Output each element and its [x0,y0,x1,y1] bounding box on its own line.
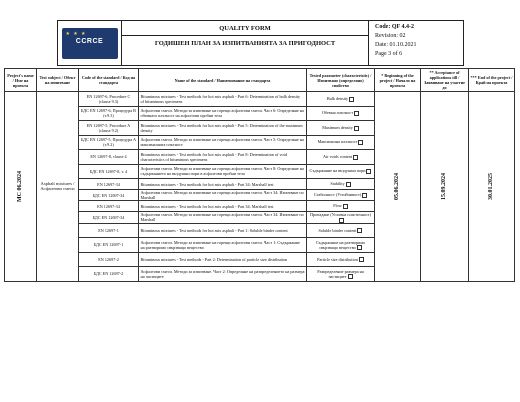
col-header-project: Project's name / Име на проекта [5,69,37,92]
table-header-row [5,69,515,92]
checkbox-icon [354,111,359,116]
standard-name: Асфалтови смеси. Методи за изпитване на горещи асфалтови смеси. Част 34: Изпитване по Marshall [139,190,307,201]
parameter-label: Максимална плътност [317,139,358,145]
checkbox-icon [348,274,353,279]
title-cell [122,21,369,65]
tested-parameter [307,164,375,179]
standard-name: Bituminous mixtures - Test methods for hot mix asphalt - Part 6: Determination of bulk density of bituminous specimens [139,92,307,107]
doc-page: Page 3 of 6 [375,51,403,57]
document-title: ГОДИШЕН ПЛАН ЗА ИЗПИТВАНИЯТА ЗА ПРИГОДНОСТ [154,40,336,47]
standard-name: Bituminous mixtures - Test methods for hot mix asphalt - Part 34: Marshall test [139,179,307,190]
end-date: 30.01.2025 [488,172,494,200]
standard-code: EN 12697-5, Procedure A (clause 9.2) [79,121,139,136]
logo-text: CCRCE [75,37,104,45]
parameter-label: Стабилност (Устойчивост) [313,192,362,198]
checkbox-icon [358,140,363,145]
project-name: MC 06.2024 [17,170,23,202]
beginning-date: 05.06.2024 [394,172,400,200]
standard-name: Асфалтови смеси. Методи за изпитване на горещи асфалтови смеси. Част 6: Определяне на обемната плътност на асфалтови пробни тела [139,106,307,121]
standard-code: EN 12697-34 [79,201,139,212]
standard-name: Асфалтови смеси. Методи за изпитване на горещи асфалтови смеси. Част 8: Определяне на съдържанието на въздушни пори в асфалтови пробни тела [139,164,307,179]
standard-name: Асфалтови смеси. Методи за изпитване на горещи асфалтови смеси. Част 1: Съдържание на разтворимо свързващо вещество [139,238,307,253]
document-meta [369,21,463,65]
checkbox-icon [353,155,358,160]
parameter-label: Разпределение размера на частиците [317,268,364,279]
tested-parameter [307,121,375,136]
logo-cell [58,21,122,65]
standard-code: БДС EN 12697-34 [79,190,139,201]
standard-name: Асфалтови смеси. Методи за изпитване на горещи асфалтови смеси. Част 5: Определяне на максималната плътност [139,135,307,150]
doc-date: Date: 01.10.2021 [375,42,417,48]
beginning-cell [375,92,421,282]
parameter-label: Stability [330,181,345,187]
tested-parameter [307,238,375,253]
checkbox-icon [343,204,348,209]
tested-parameter [307,106,375,121]
table-row [5,92,515,107]
standard-code: БДС EN 12697-6, Процедура В (т.9.3) [79,106,139,121]
tested-parameter [307,135,375,150]
checkbox-icon [357,228,362,233]
tested-parameter [307,179,375,190]
parameter-label: Обемна плътност [321,110,354,116]
standard-code: БДС EN 12697-1 [79,238,139,253]
standard-code: EN 12697-34 [79,179,139,190]
form-header [57,20,464,66]
parameter-label: Пропадане (Условна пластичност) [309,212,372,217]
standard-code: EN 12697-1 [79,223,139,238]
checkbox-icon [359,257,364,262]
parameter-label: Air voids content [322,153,353,159]
parameter-label: Съдържание на разтворимо свързващо вещество [315,239,366,250]
acceptance-date: 15.09.2024 [441,172,447,200]
doc-code: Code: QF 4.4-2 [375,24,414,30]
standard-code: EN 12697-6, Procedure C (clause 9.3) [79,92,139,107]
checkbox-icon [339,218,344,223]
parameter-label: Soluble binder content [318,227,357,233]
col-header-subject: Test subject / Обект на изпитване [37,69,79,92]
standard-name: Bituminous mixtures - Test methods for hot mix asphalt - Part 1: Soluble binder content [139,223,307,238]
tested-parameter [307,223,375,238]
project-name-cell [5,92,37,282]
col-header-name: Name of the standard / Наименование на стандарта [139,69,307,92]
parameter-label: Flow [333,203,342,209]
checkbox-icon [366,169,371,174]
tested-parameter [307,212,375,224]
col-header-end: *** End of the project / Край на проекта [469,69,515,92]
standard-name: Bituminous mixtures - Test methods for hot mix asphalt - Part 5: Determination of the maximum density [139,121,307,136]
tested-parameter [307,92,375,107]
standard-name: Bituminous mixtures - Test methods for hot mix asphalt - Part 34: Marshall test [139,201,307,212]
col-header-code: Code of the standard / Код на стандарта [79,69,139,92]
checkbox-icon [349,97,354,102]
tested-parameter [307,150,375,165]
organization-logo [62,28,118,59]
test-plan-table [4,68,515,282]
standard-name: Bituminous mixtures - Test methods for hot mix asphalt - Part 8: Determination of void characteristics of bituminous specimens [139,150,307,165]
end-cell [469,92,515,282]
tested-parameter [307,190,375,201]
checkbox-icon [346,182,351,187]
standard-name: Асфалтови смеси. Методи за изпитване на горещи асфалтови смеси. Част 34: Изпитване по Marshall [139,212,307,224]
standard-name: Bituminous mixtures - Test methods - Part 2: Determination of particle size distribution [139,252,307,267]
standard-code: БДС EN 12697-5, Процедура А (т.9.2) [79,135,139,150]
standard-code: EN 12697-8, clause 4 [79,150,139,165]
standard-code: БДС EN 12697-2 [79,267,139,282]
test-subject: Asphalt mixtures / Асфалтови смеси [37,92,79,282]
parameter-label: Съдържание на въздушни пори [309,168,366,174]
standard-name: Асфалтови смеси. Методи за изпитване. Част 2: Определяне на разпределението на размера на частиците [139,267,307,282]
checkbox-icon [362,193,367,198]
standard-code: БДС EN 12697-34 [79,212,139,224]
col-header-beginning: * Beginning of the project / Начало на проекта [375,69,421,92]
tested-parameter [307,267,375,282]
parameter-label: Bulk density [326,95,349,101]
tested-parameter [307,252,375,267]
tested-parameter [307,201,375,212]
parameter-label: Maximum density [322,124,353,130]
form-type-title: QUALITY FORM [122,21,368,36]
parameter-label: Particle size distribution [317,256,358,262]
checkbox-icon [357,245,362,250]
standard-code: EN 12697-2 [79,252,139,267]
logo-stars-icon: ★ ★ ★ [65,31,87,37]
col-header-acceptance: ** Acceptance of applications till / Заявяване на участие до [421,69,469,92]
acceptance-cell [421,92,469,282]
standard-code: БДС EN 12697-8, т. 4 [79,164,139,179]
col-header-parameter: Tested parameter (characteristic) / Изпитвано (определяно) свойство [307,69,375,92]
checkbox-icon [354,126,359,131]
doc-revision: Revision: 02 [375,33,406,39]
